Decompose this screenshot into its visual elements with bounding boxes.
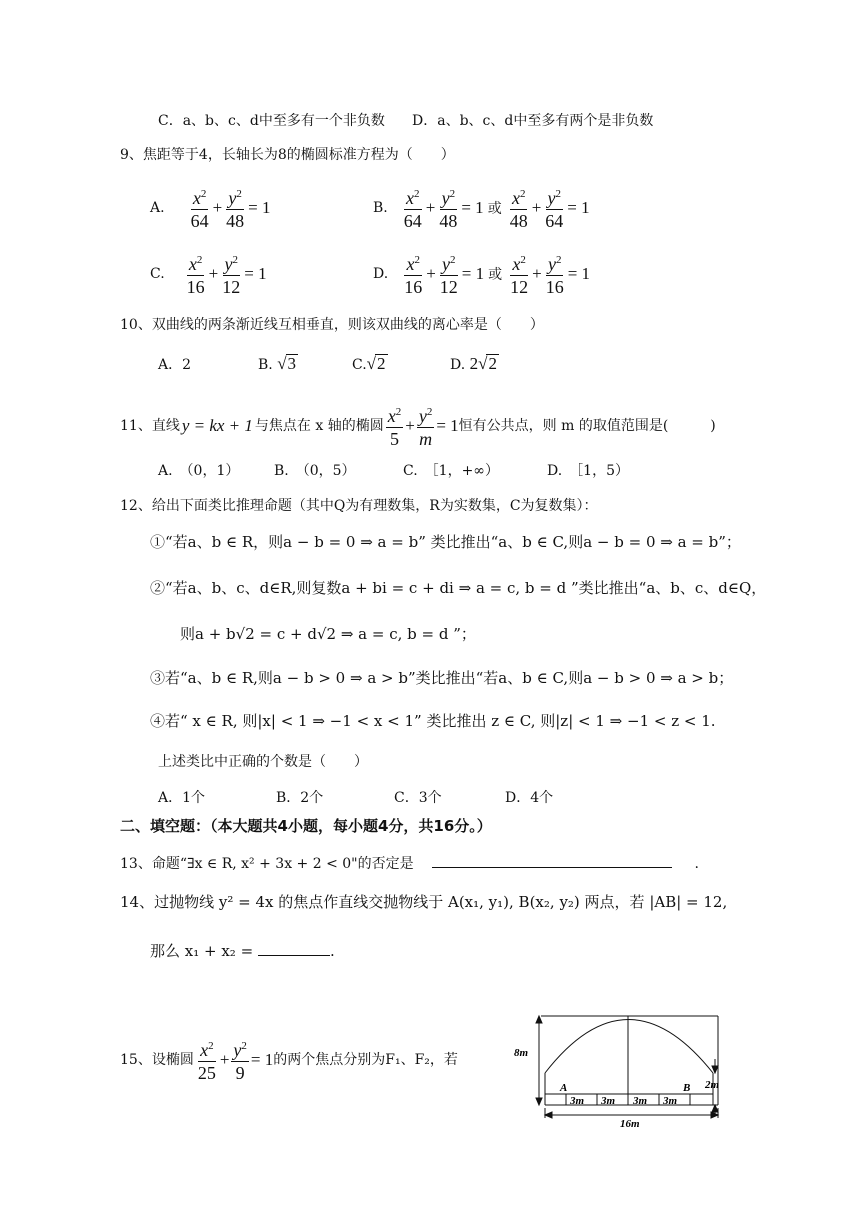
q10-option-d: D. 2√2 [450,354,497,373]
figure-label-side: 2m [705,1079,720,1091]
figure-label-width: 16m [620,1118,640,1130]
q14-line-2: 那么 x₁ + x₂ = . [150,942,335,960]
q9-option-c: C. $\frac{x^2}{16}$ + $\frac{y^2}{12}$ = 1 [150,250,267,297]
figure-segment-1: 3m [570,1095,585,1107]
q11-option-b: B. （0，5） [274,463,356,479]
q8-option-c: C．a、b、c、d中至多有一个非负数 [158,113,385,129]
figure-segment-2: 3m [601,1095,616,1107]
figure-segment-3: 3m [633,1095,648,1107]
section-2-heading: 二、填空题：（本大题共4小题，每小题4分，共16分。） [120,817,492,835]
q10-stem: 10、双曲线的两条渐近线互相垂直，则该双曲线的离心率是（ ） [120,317,544,333]
q13-stem: 13、命题“∃x ∈ R, x² + 3x + 2 < 0"的否定是 . [120,856,699,872]
q12-option-c: C．3个 [394,790,442,806]
q11-option-d: D. ［1，5） [547,463,629,479]
figure-label-height: 8m [514,1047,529,1059]
q12-question: 上述类比中正确的个数是（ ） [158,754,368,770]
q12-item-1: ①“若a、b ∈ R，则a − b = 0 ⇒ a = b” 类比推出“a、b ∈ C,则a − b = 0 ⇒ a = b”； [150,533,741,551]
arch-figure [508,1006,730,1130]
q12-stem: 12、给出下面类比推理命题（其中Q为有理数集，R为实数集，C为复数集）： [120,498,598,514]
q12-item-2: ②“若a、b、c、d∈R,则复数a + bi = c + di ⇒ a = c, b = d ”类比推出“a、b、c、d∈Q， [150,579,767,597]
q9-option-b: B. $\frac{x^2}{64}$ + $\frac{y^2}{48}$ = 1 或 $\frac{x^2}{48}$ + $\frac{y^2}{64}$ = 1 [373,184,590,231]
q9-option-a: A. $\frac{x^2}{64}$ + $\frac{y^2}{48}$ = 1 [150,184,271,231]
q11-option-c: C. ［1，+∞） [403,463,499,479]
q10-option-c: C.√2 [352,354,386,373]
q12-option-d: D．4个 [505,790,554,806]
q11-stem: 11、直线 y = kx + 1 与焦点在 x 轴的椭圆 $\frac{x^2}{5}$ + $\frac{y^2}{m}$ = 1 恒有公共点，则 m 的取值范围是( ) [120,402,716,449]
q9-option-d: D. $\frac{x^2}{16}$ + $\frac{y^2}{12}$ = 1 或 $\frac{x^2}{12}$ + $\frac{y^2}{16}$ = 1 [373,250,590,297]
figure-segment-4: 3m [663,1095,678,1107]
q14-line-1: 14、过抛物线 y² = 4x 的焦点作直线交抛物线于 A(x₁, y₁), B(x₂, y₂) 两点，若 |AB| = 12, [120,893,728,911]
q12-item-3: ③若“a、b ∈ R,则a − b > 0 ⇒ a > b”类比推出“若a、b ∈ C,则a − b > 0 ⇒ a > b； [150,669,734,687]
q10-option-b: B. √3 [258,354,297,373]
q11-option-a: A. （0，1） [158,463,240,479]
q12-item-2-cont: 则a + b√2 = c + d√2 ⇒ a = c, b = d ”； [180,625,476,643]
q15-stem: 15、设椭圆 $\frac{x^2}{25}$ + $\frac{y^2}{9}$ = 1 的两个焦点分别为F₁、F₂，若 [120,1036,458,1083]
q12-option-b: B．2个 [276,790,324,806]
q10-option-a: A．2 [158,357,192,373]
q8-option-d: D．a、b、c、d中至多有两个是非负数 [412,113,654,129]
q12-option-a: A．1个 [158,790,206,806]
q12-item-4: ④若“ x ∈ R, 则|x| < 1 ⇒ −1 < x < 1” 类比推出 z ∈ C, 则|z| < 1 ⇒ −1 < z < 1. [150,712,716,730]
q9-stem: 9、焦距等于4，长轴长为8的椭圆标准方程为（ ） [120,147,455,163]
figure-label-b: B [683,1082,691,1094]
figure-label-a: A [560,1082,568,1094]
